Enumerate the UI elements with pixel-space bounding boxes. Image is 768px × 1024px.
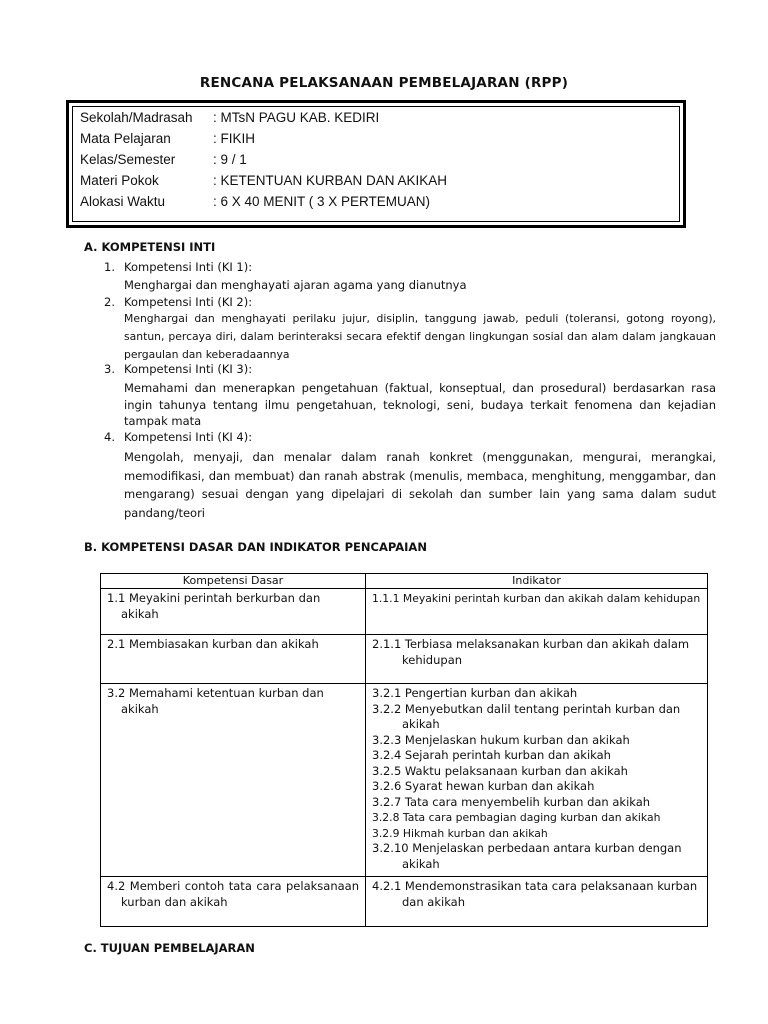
identity-label: Sekolah/Madrasah bbox=[80, 110, 193, 125]
ki-number: 2. bbox=[104, 295, 115, 309]
table-row bbox=[101, 684, 708, 877]
document-title: RENCANA PELAKSANAAN PEMBELAJARAN (RPP) bbox=[199, 75, 569, 91]
ki-number: 3. bbox=[104, 362, 115, 376]
ki-description: Memahami dan menerapkan pengetahuan (faktual, konseptual, dan prosedural) berdasarkan rasa ingin tahunya tentang ilmu pengetahuan, teknologi, seni, budaya terkait fenomena dan kejadian tampak mata bbox=[124, 381, 716, 428]
identity-value: : MTsN PAGU KAB. KEDIRI bbox=[213, 110, 380, 125]
kd-text: 4.2 Memberi contoh tata cara pelaksanaan kurban dan akikah bbox=[107, 879, 359, 909]
table-row bbox=[101, 877, 708, 927]
table-row bbox=[101, 635, 708, 684]
identity-value: : 9 / 1 bbox=[213, 152, 247, 167]
ki-number: 1. bbox=[104, 260, 115, 274]
indicator-text: 1.1.1 Meyakini perintah kurban dan akikah dalam kehidupan bbox=[372, 592, 701, 605]
indicator-text: 3.2.8 Tata cara pembagian daging kurban dan akikah bbox=[372, 811, 661, 824]
kd-text: 3.2 Memahami ketentuan kurban dan akikah bbox=[107, 686, 324, 716]
kd-text: 1.1 Meyakini perintah berkurban dan akikah bbox=[107, 591, 321, 621]
section-c-heading: C. TUJUAN PEMBELAJARAN bbox=[84, 941, 255, 955]
indicator-text: 3.2.3 Menjelaskan hukum kurban dan akikah bbox=[372, 732, 630, 747]
identity-value: : FIKIH bbox=[213, 131, 256, 146]
table-cell-kd bbox=[101, 877, 366, 927]
ki-heading: Kompetensi Inti (KI 3): bbox=[124, 362, 253, 376]
ki-heading: Kompetensi Inti (KI 1): bbox=[124, 260, 253, 274]
table-cell-indicator bbox=[366, 635, 708, 684]
table-cell-kd bbox=[101, 635, 366, 684]
ki-heading: Kompetensi Inti (KI 2): bbox=[124, 295, 253, 309]
table-header-kd: Kompetensi Dasar bbox=[101, 574, 366, 589]
indicator-text: 3.2.2 Menyebutkan dalil tentang perintah kurban dan akikah bbox=[372, 701, 681, 731]
table-cell-kd bbox=[101, 684, 366, 877]
table-cell-indicator bbox=[366, 684, 708, 877]
section-b-heading: B. KOMPETENSI DASAR DAN INDIKATOR PENCAPAIAN bbox=[84, 540, 427, 554]
identity-label: Mata Pelajaran bbox=[80, 131, 171, 146]
identity-value: : 6 X 40 MENIT ( 3 X PERTEMUAN) bbox=[213, 194, 431, 209]
ki-number: 4. bbox=[104, 430, 115, 444]
table-header-indicator: Indikator bbox=[366, 574, 708, 589]
table-row bbox=[101, 589, 708, 635]
ki-description: Menghargai dan menghayati ajaran agama yang dianutnya bbox=[124, 278, 467, 292]
identity-label: Alokasi Waktu bbox=[80, 194, 166, 209]
table-header-row bbox=[101, 574, 708, 589]
indicator-text: 3.2.5 Waktu pelaksanaan kurban dan akikah bbox=[372, 763, 628, 778]
ki-description: Mengolah, menyaji, dan menalar dalam ranah konkret (menggunakan, mengurai, merangkai, memodifikasi, dan membuat) dan ranah abstrak (menulis, membaca, menghitung, menggambar, dan mengarang) sesuai dengan yang dipelajari di sekolah dan sumber lain yang sama dalam sudut pandang/teori bbox=[124, 450, 716, 520]
indicator-text: 3.2.7 Tata cara menyembelih kurban dan akikah bbox=[372, 794, 651, 809]
table-cell-indicator bbox=[366, 877, 708, 927]
competency-table bbox=[100, 573, 708, 927]
table-cell-indicator bbox=[366, 589, 708, 635]
indicator-text: 3.2.4 Sejarah perintah kurban dan akikah bbox=[372, 748, 611, 762]
identity-label: Kelas/Semester bbox=[80, 152, 176, 167]
section-a-heading: A. KOMPETENSI INTI bbox=[84, 240, 216, 254]
ki-description: Menghargai dan menghayati perilaku jujur, disiplin, tanggung jawab, peduli (toleransi, gotong royong), santun, percaya diri, dalam berinteraksi secara efektif dengan lingkungan sosial dan alam dalam jangkauan pergaulan dan keberadaannya bbox=[124, 312, 716, 361]
ki-heading: Kompetensi Inti (KI 4): bbox=[124, 430, 253, 444]
indicator-text: 3.2.10 Menjelaskan perbedaan antara kurban dengan akikah bbox=[372, 841, 682, 871]
indicator-text: 4.2.1 Mendemonstrasikan tata cara pelaksanaan kurban dan akikah bbox=[372, 879, 698, 909]
kd-text: 2.1 Membiasakan kurban dan akikah bbox=[107, 637, 319, 651]
indicator-text: 3.2.1 Pengertian kurban dan akikah bbox=[372, 686, 578, 700]
indicator-text: 2.1.1 Terbiasa melaksanakan kurban dan akikah dalam kehidupan bbox=[372, 637, 690, 667]
identity-label: Materi Pokok bbox=[80, 173, 159, 188]
indicator-text: 3.2.9 Hikmah kurban dan akikah bbox=[372, 826, 548, 840]
identity-value: : KETENTUAN KURBAN DAN AKIKAH bbox=[213, 173, 448, 188]
indicator-text: 3.2.6 Syarat hewan kurban dan akikah bbox=[372, 779, 595, 793]
table-cell-kd bbox=[101, 589, 366, 635]
